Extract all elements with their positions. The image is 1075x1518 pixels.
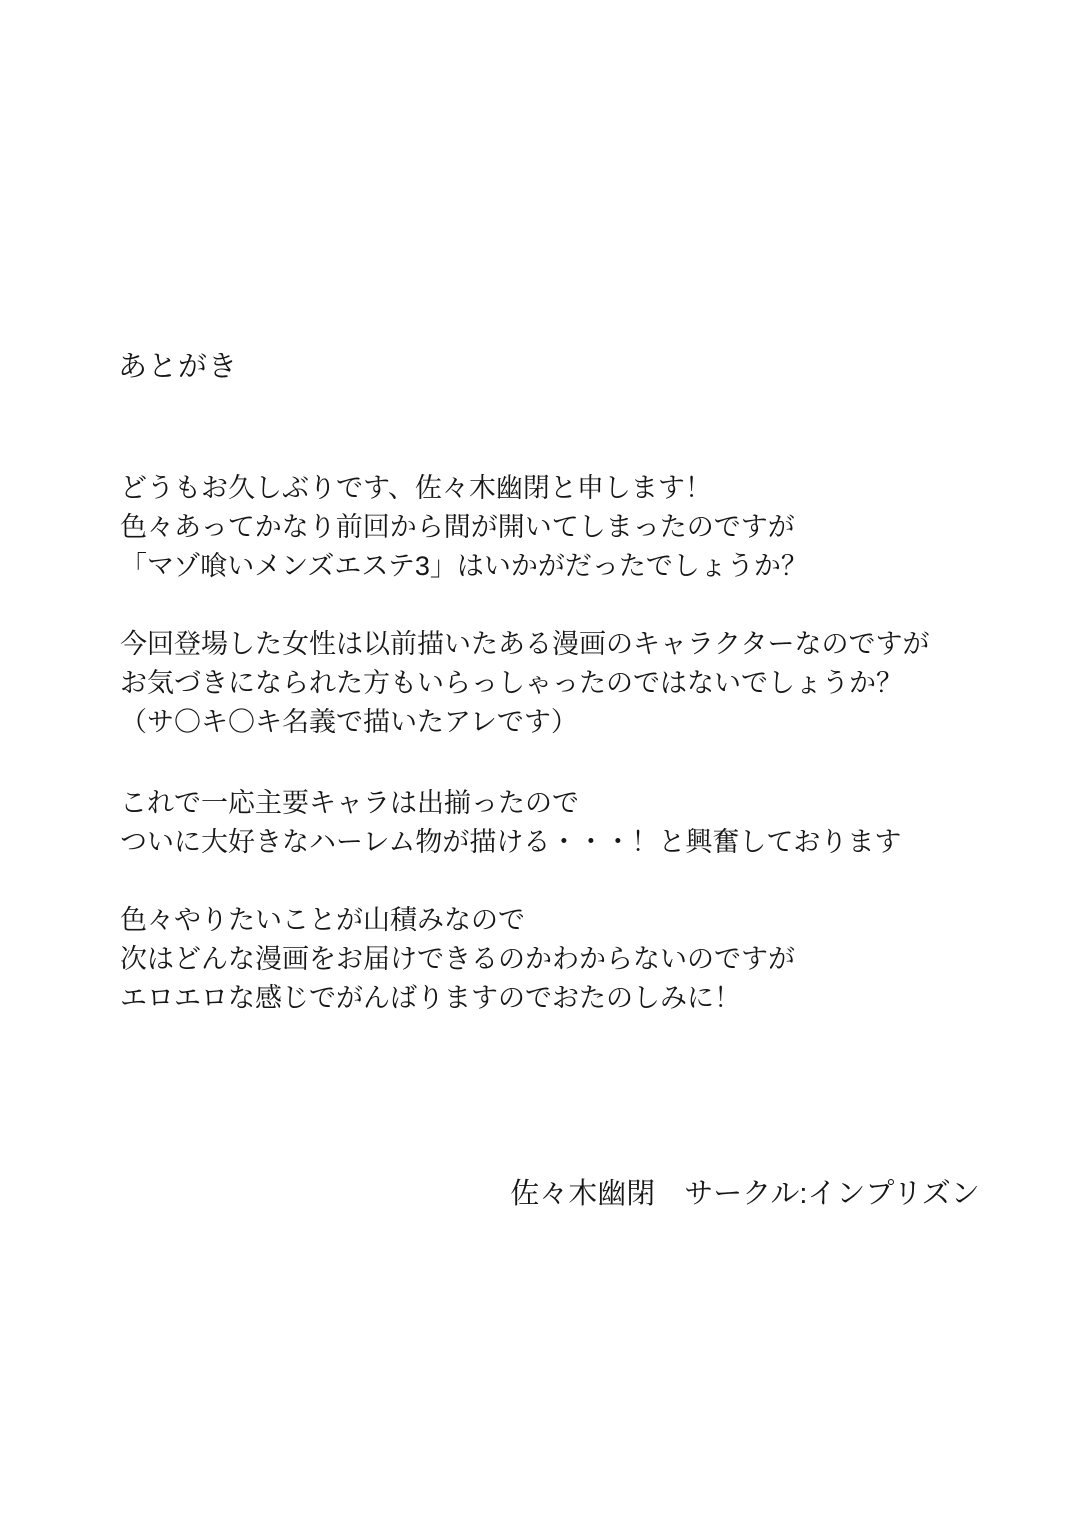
author-name: 佐々木幽閉 [510, 1178, 656, 1210]
paragraph-line: 色々あってかなり前回から間が開いてしまったのですが [120, 512, 795, 542]
paragraph-line: エロエロな感じでがんばりますのでおたのしみに！ [120, 983, 741, 1013]
paragraph-line: ついに大好きなハーレム物が描ける・・・！と興奮しております [120, 827, 902, 857]
paragraph-line: お気づきになられた方もいらっしゃったのではないでしょうか？ [120, 668, 903, 698]
paragraph-line: 今回登場した女性は以前描いたある漫画のキャラクターなのですが [120, 629, 930, 659]
paragraph-line: これで一応主要キャラは出揃ったので [120, 788, 579, 818]
paragraph-character-note [120, 625, 929, 742]
page-title: あとがき [118, 351, 239, 383]
paragraph-greeting [120, 469, 808, 586]
circle-name: サークル:インプリズン [684, 1178, 980, 1210]
paragraph-line: 色々やりたいことが山積みなので [120, 905, 525, 935]
paragraph-line: 「マゾ喰いメンズエステ3」はいかがだったでしょうか？ [120, 551, 808, 581]
signature [478, 1136, 980, 1253]
paragraph-line: どうもお久しぶりです、佐々木幽閉と申します！ [120, 473, 712, 503]
paragraph-line: （サ〇キ〇キ名義で描いたアレです） [120, 707, 578, 737]
paragraph-closing [120, 901, 795, 1018]
paragraph-excitement [120, 784, 901, 862]
paragraph-line: 次はどんな漫画をお届けできるのかわからないのですが [120, 944, 795, 974]
